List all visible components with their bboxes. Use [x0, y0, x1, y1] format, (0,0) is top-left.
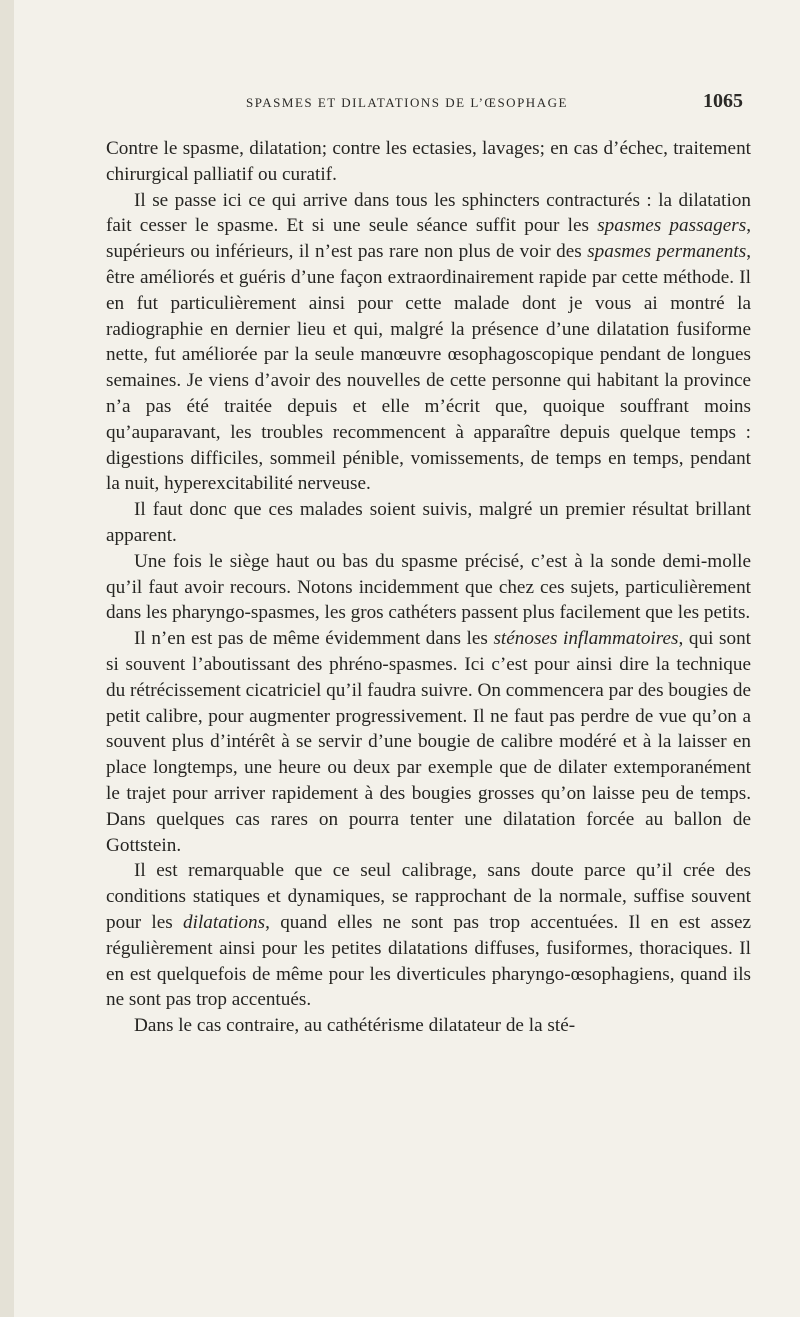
running-title: SPASMES ET DILATATIONS DE L’ŒSOPHAGE — [246, 95, 568, 110]
paragraph — [106, 858, 751, 1013]
text-run: , qui sont si souvent l’aboutissant des phréno-spasmes. Ici c’est pour ainsi dire la technique du rétrécissement cicatriciel qu’il faudra suivre. On commencera par des bougies de petit calibre, pour augmenter progressivement. Il ne faut pas perdre de vue qu’on a souvent plus d’intérêt à se servir d’une bougie de calibre modéré et à la laisser en place longtemps, une heure ou deux par exemple que de dilater extemporanément le trajet pour arriver rapidement à des bougies grosses qu’on laisse peu de temps. Dans quelques cas rares on pourra tenter une dilatation forcée au ballon de Gottstein. — [106, 628, 752, 856]
paragraph — [106, 188, 751, 498]
text-run: Il se passe ici ce qui arrive dans tous les sphincters contracturés : la dilatation fait cesser le spasme. Et si une seule séance suffit pour les — [106, 189, 751, 237]
italic-term: spasmes passagers — [597, 215, 747, 237]
paragraph — [106, 549, 751, 626]
page-number: 1065 — [703, 90, 743, 112]
text-run: Une fois le siège haut ou bas du spasme précisé, c’est à la sonde demi-molle qu’il faut avoir recours. Notons incidemment que chez ces sujets, particulièrement dans les pharyngo-spasmes, les gros cathéters passent plus facilement que les petits. — [106, 550, 751, 624]
text-run: Il n’en est pas de même évidemment dans les — [134, 628, 494, 650]
text-run: , être améliorés et guéris d’une façon extraordinairement rapide par cette méthode. Il en fut particulièrement ainsi pour cette malade dont je vous ai montré la radiographie en dernier lieu et qui, malgré la présence d’une dilatation fusiforme nette, fut améliorée par la seule manœuvre œsophagoscopique pendant de longues semaines. Je viens d’avoir des nouvelles de cette personne qui habitant la province n’a pas été traitée depuis et elle m’écrit que, quoique souffrant moins qu’auparavant, les troubles recommencent à apparaître depuis quelque temps : digestions difficiles, sommeil pénible, vomissements, de temps en temps, pendant la nuit, hyperexcitabilité nerveuse. — [106, 241, 751, 495]
body-text — [106, 136, 751, 1039]
text-run: , supérieurs ou inférieurs, il n’est pas rare non plus de voir des — [106, 215, 751, 263]
text-run: Contre le spasme, dilatation; contre les ectasies, lavages; en cas d’échec, traitement chirurgical palliatif ou curatif. — [106, 138, 751, 185]
paragraph — [106, 1013, 751, 1039]
text-run: Il faut donc que ces malades soient suivis, malgré un premier résultat brillant apparent. — [106, 499, 751, 546]
text-run: Il est remarquable que ce seul calibrage, sans doute parce qu’il crée des conditions statiques et dynamiques, se rapprochant de la normale, suffise souvent pour les — [106, 860, 751, 933]
page-header — [106, 90, 751, 120]
italic-term: sténoses inflammatoires — [493, 628, 679, 650]
italic-term: spasmes permanents — [587, 241, 747, 263]
paragraph — [106, 497, 751, 549]
paragraph — [106, 136, 751, 188]
paragraph — [106, 626, 751, 858]
text-run: Dans le cas contraire, au cathétérisme dilatateur de la sté- — [134, 1015, 576, 1037]
text-run: , quand elles ne sont pas trop accentuées. Il en est assez régulièrement ainsi pour les petites dilatations diffuses, fusiformes, thoraciques. Il en est quelquefois de même pour les diverticules pharyngo-œsophagiens, quand ils ne sont pas trop accentués. — [106, 911, 751, 1011]
italic-term: dilatations — [183, 911, 266, 933]
